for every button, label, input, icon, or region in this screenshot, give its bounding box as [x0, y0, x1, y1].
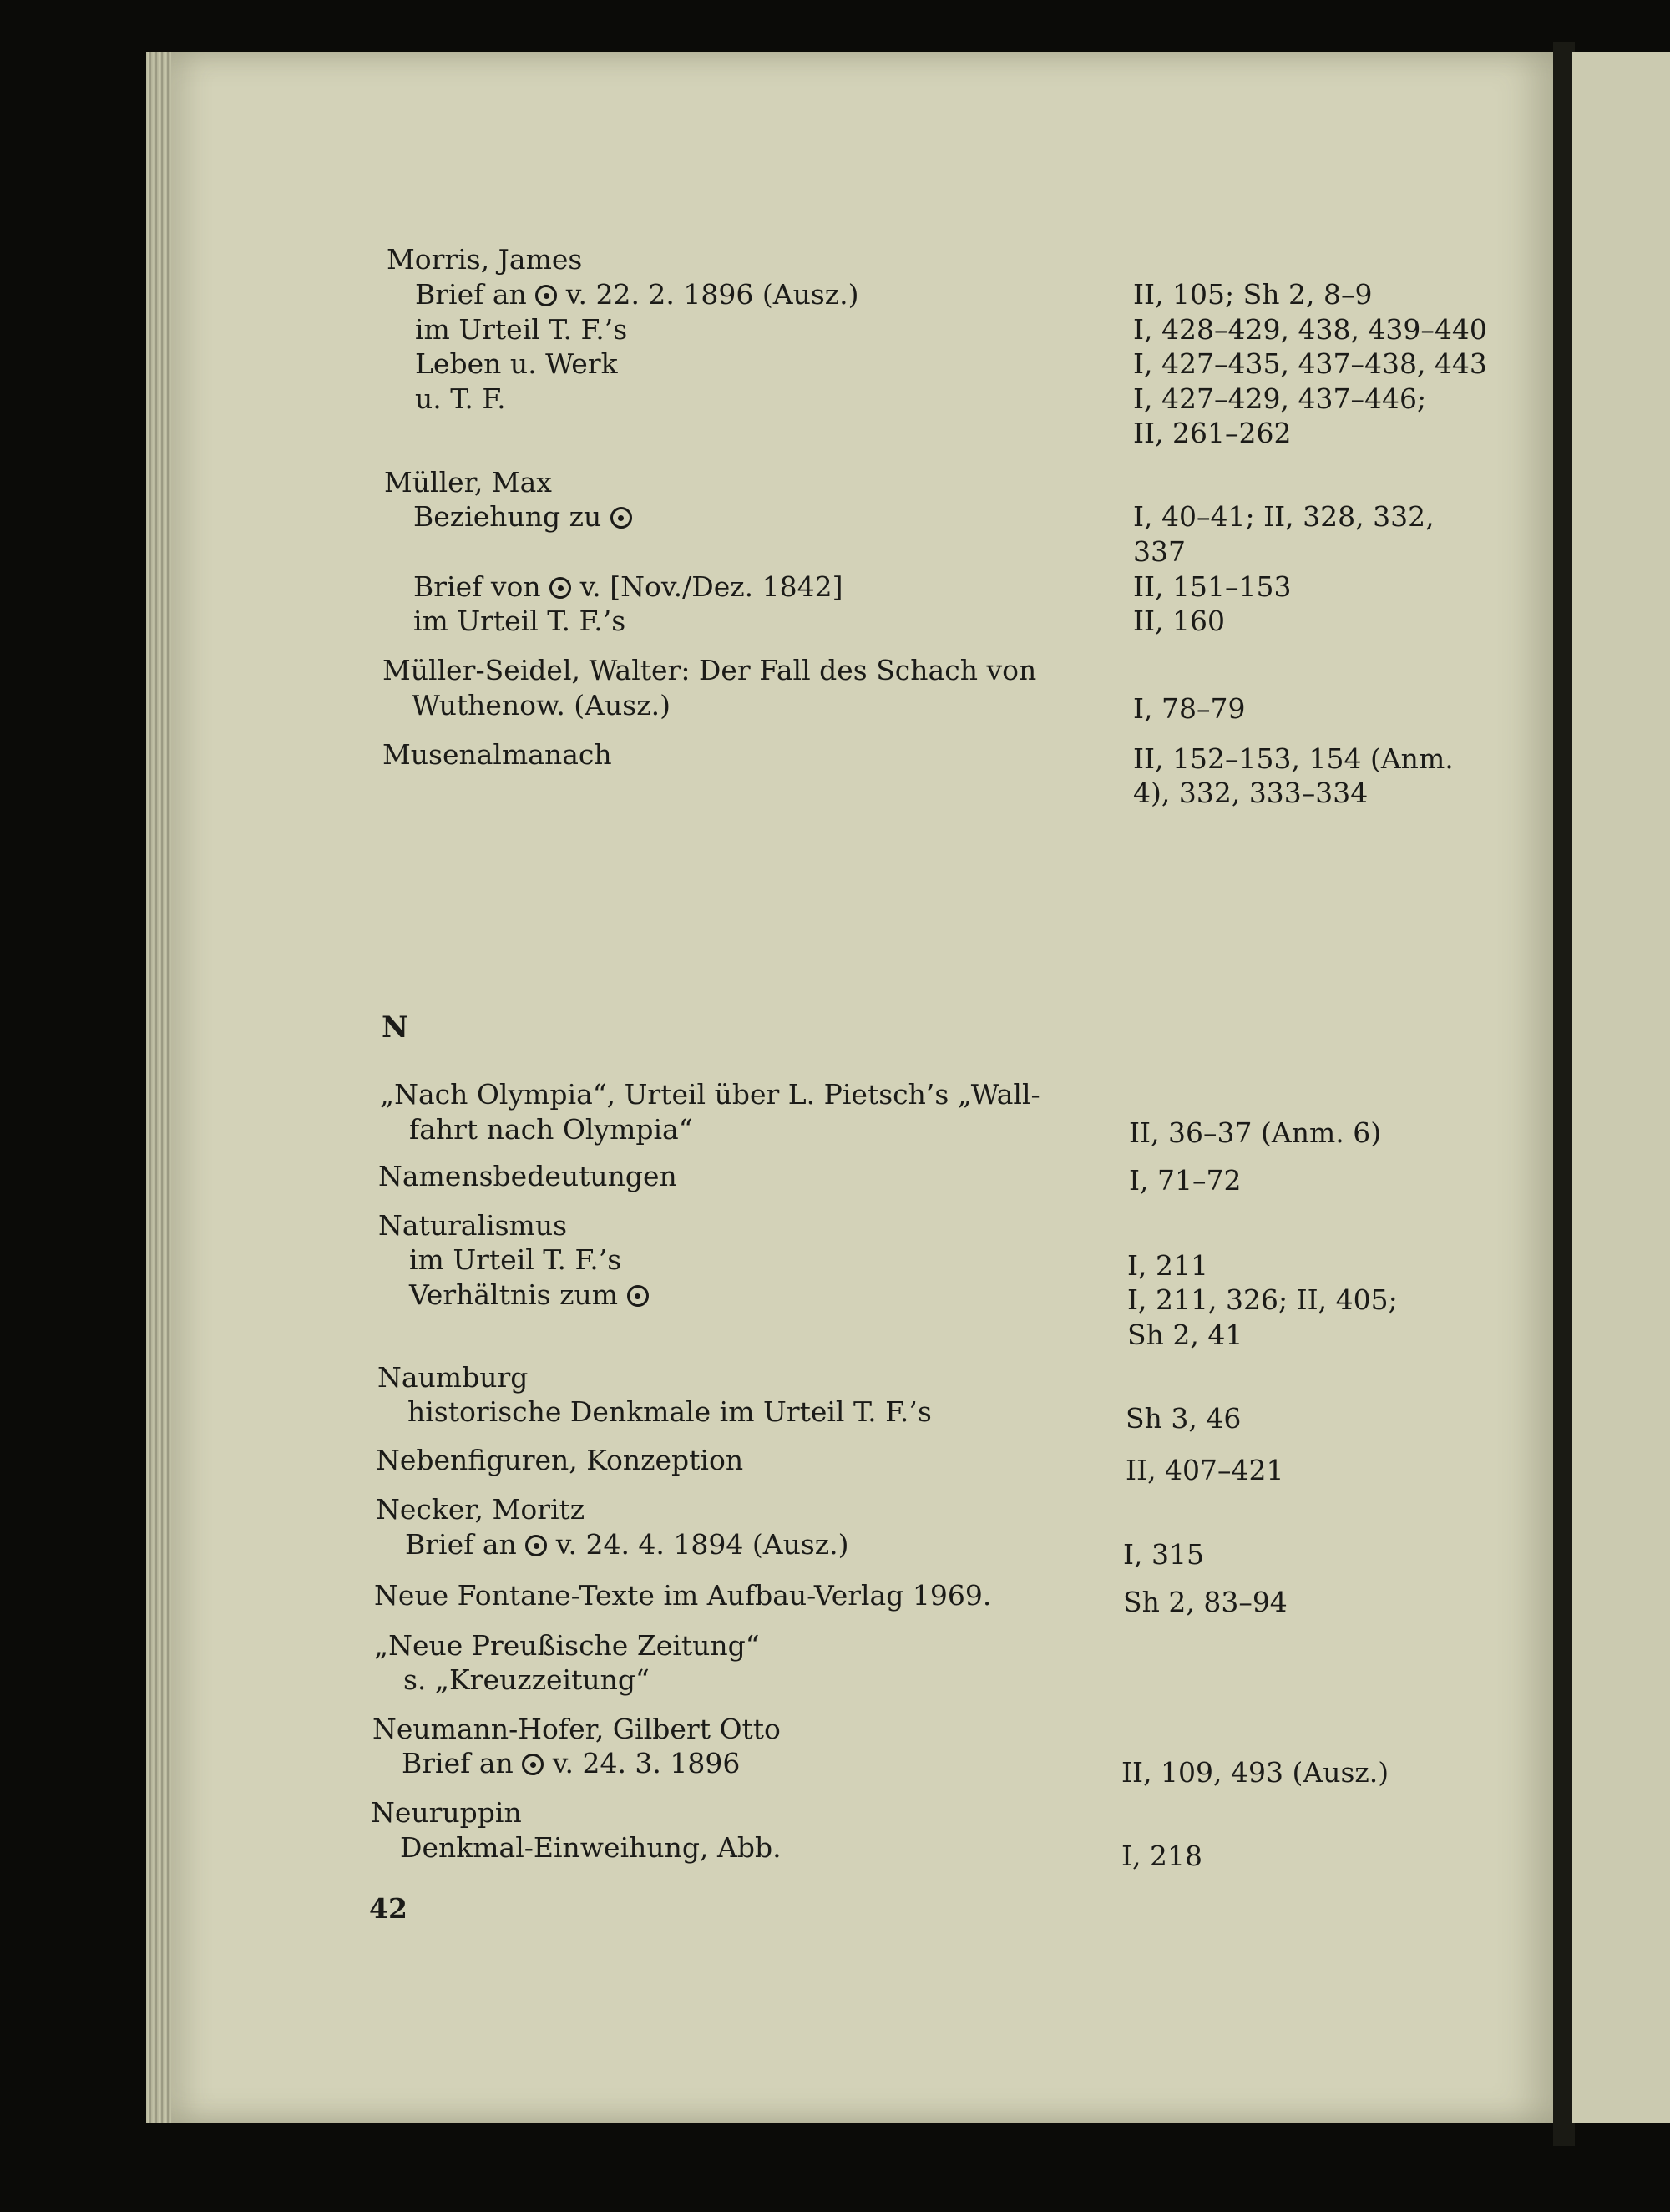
- fontane-symbol-icon: [610, 507, 632, 529]
- entry-neumann-hofer: Neumann-Hofer, Gilbert Otto: [372, 1713, 781, 1745]
- facing-page: [1572, 52, 1670, 2123]
- entry-mueller-seidel: Müller-Seidel, Walter: Der Fall des Schach von: [382, 654, 1037, 686]
- ref-naturalismus-verhaeltnis-cont: Sh 2, 41: [1127, 1319, 1243, 1351]
- ref-neumann-hofer-brief: II, 109, 493 (Ausz.): [1121, 1756, 1389, 1789]
- entry-neuruppin: Neuruppin: [371, 1796, 522, 1829]
- ref-nebenfiguren: II, 407–421: [1126, 1454, 1284, 1486]
- ref-nach-olympia: II, 36–37 (Anm. 6): [1129, 1116, 1382, 1149]
- fontane-symbol-icon: [522, 1754, 544, 1775]
- entry-musenalmanach: Musenalmanach: [382, 738, 612, 771]
- entry-neue-preussische-zeitung: „Neue Preußische Zeitung“: [374, 1629, 760, 1662]
- fontane-symbol-icon: [535, 285, 557, 306]
- entry-naumburg-denkmale: historische Denkmale im Urteil T. F.’s: [407, 1395, 932, 1428]
- ref-naturalismus-urteil: I, 211: [1127, 1249, 1209, 1282]
- entry-naturalismus: Naturalismus: [378, 1209, 568, 1242]
- ref-morris-tf: I, 427–429, 437–446;: [1133, 382, 1427, 415]
- entry-neuruppin-denkmal: Denkmal-Einweihung, Abb.: [400, 1831, 782, 1864]
- ref-morris-tf-cont: II, 261–262: [1133, 417, 1292, 449]
- entry-neue-fontane-texte: Neue Fontane-Texte im Aufbau-Verlag 1969.: [374, 1579, 992, 1612]
- entry-morris: Morris, James: [387, 243, 583, 276]
- entry-kreuzzeitung-ref: s. „Kreuzzeitung“: [403, 1663, 650, 1696]
- entry-morris-urteil: im Urteil T. F.’s: [415, 313, 628, 346]
- ref-musenalmanach: II, 152–153, 154 (Anm.: [1133, 742, 1454, 775]
- ref-mueller-beziehung: I, 40–41; II, 328, 332,: [1133, 500, 1435, 533]
- entry-morris-brief: Brief an v. 22. 2. 1896 (Ausz.): [415, 278, 859, 311]
- ref-namensbedeutungen: I, 71–72: [1129, 1164, 1242, 1197]
- fontane-symbol-icon: [627, 1285, 649, 1307]
- ref-mueller-beziehung-cont: 337: [1133, 535, 1186, 568]
- ref-neue-fontane-texte: Sh 2, 83–94: [1123, 1586, 1288, 1618]
- ref-necker-brief: I, 315: [1123, 1538, 1205, 1571]
- entry-nebenfiguren: Nebenfiguren, Konzeption: [376, 1444, 744, 1476]
- entry-necker-brief: Brief an v. 24. 4. 1894 (Ausz.): [405, 1528, 849, 1561]
- entry-neumann-hofer-brief: Brief an v. 24. 3. 1896: [402, 1747, 741, 1779]
- entry-naturalismus-urteil: im Urteil T. F.’s: [409, 1243, 622, 1276]
- ref-naturalismus-verhaeltnis: I, 211, 326; II, 405;: [1127, 1283, 1398, 1316]
- entry-mueller-brief: Brief von v. [Nov./Dez. 1842]: [413, 570, 843, 603]
- ref-naumburg-denkmale: Sh 3, 46: [1126, 1402, 1242, 1435]
- entry-necker: Necker, Moritz: [376, 1493, 585, 1526]
- ref-mueller-urteil: II, 160: [1133, 605, 1226, 637]
- ref-morris-brief: II, 105; Sh 2, 8–9: [1133, 278, 1373, 311]
- ref-neuruppin-denkmal: I, 218: [1121, 1840, 1203, 1872]
- entry-morris-leben: Leben u. Werk: [415, 347, 618, 380]
- page-number: 42: [369, 1892, 407, 1925]
- entry-mueller-seidel-cont: Wuthenow. (Ausz.): [412, 689, 671, 721]
- entry-naumburg: Naumburg: [377, 1361, 529, 1394]
- fontane-symbol-icon: [525, 1535, 547, 1556]
- entry-mueller-urteil: im Urteil T. F.’s: [413, 605, 626, 637]
- section-heading-n: N: [382, 1010, 408, 1045]
- entry-morris-tf: u. T. F.: [415, 382, 506, 415]
- ref-mueller-brief: II, 151–153: [1133, 570, 1292, 603]
- entry-namensbedeutungen: Namensbedeutungen: [378, 1160, 677, 1192]
- entry-mueller-beziehung: Beziehung zu: [413, 499, 632, 534]
- entry-mueller-max: Müller, Max: [384, 466, 552, 499]
- fontane-symbol-icon: [549, 577, 571, 599]
- entry-nach-olympia: „Nach Olympia“, Urteil über L. Pietsch’s „Wall-: [380, 1078, 1040, 1111]
- entry-nach-olympia-cont: fahrt nach Olympia“: [409, 1113, 693, 1146]
- ref-morris-urteil: I, 428–429, 438, 439–440: [1133, 313, 1487, 346]
- ref-mueller-seidel: I, 78–79: [1133, 692, 1246, 725]
- ref-musenalmanach-cont: 4), 332, 333–334: [1133, 777, 1369, 809]
- entry-naturalismus-verhaeltnis: Verhältnis zum: [409, 1278, 649, 1312]
- ref-morris-leben: I, 427–435, 437–438, 443: [1133, 347, 1487, 380]
